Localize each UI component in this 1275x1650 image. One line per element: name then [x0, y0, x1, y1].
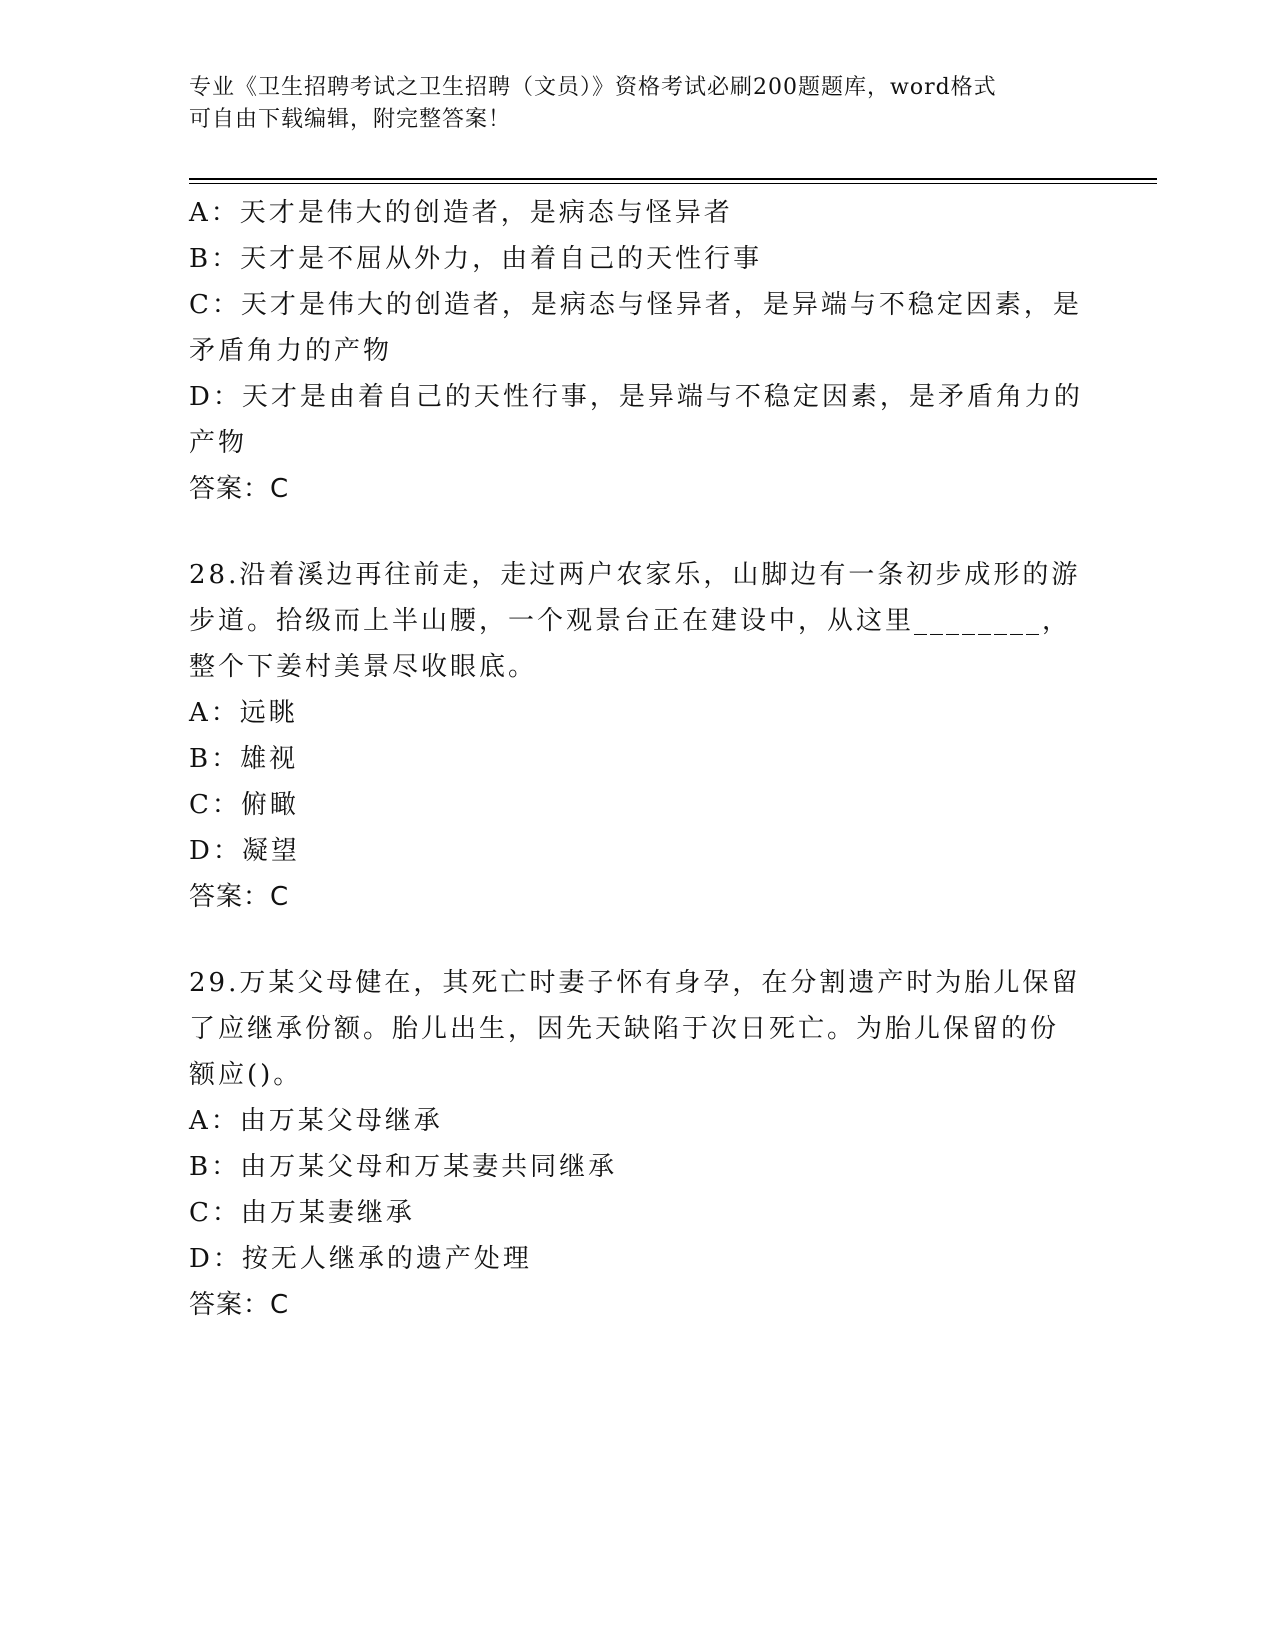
- header-divider-thick: [189, 178, 1157, 180]
- question-stem-line-2: 了应继承份额。胎儿出生，因先天缺陷于次日死亡。为胎儿保留的份: [189, 1014, 1060, 1044]
- option-a: A：天才是伟大的创造者，是病态与怪异者: [189, 198, 733, 228]
- option-a: A：由万某父母继承: [189, 1106, 443, 1136]
- question-27-block: [189, 190, 1089, 512]
- question-stem-line-2: 步道。拾级而上半山腰，一个观景台正在建设中，从这里________，: [189, 606, 1072, 636]
- option-d: D：凝望: [189, 836, 300, 866]
- option-c-line-1: C：天才是伟大的创造者，是病态与怪异者，是异端与不稳定因素，是: [189, 290, 1082, 320]
- question-28-block: [189, 552, 1089, 920]
- option-d-line-1: D：天才是由着自己的天性行事，是异端与不稳定因素，是矛盾角力的: [189, 382, 1083, 412]
- header-title-line-1: 专业《卫生招聘考试之卫生招聘（文员）》资格考试必刷200题题库，word格式: [189, 75, 997, 100]
- option-a: A：远眺: [189, 698, 298, 728]
- option-c-line-2: 矛盾角力的产物: [189, 336, 393, 366]
- answer-line: 答案：C: [189, 1290, 290, 1320]
- header-title-line-2: 可自由下载编辑，附完整答案！: [189, 107, 512, 132]
- question-stem-line-3: 整个下姜村美景尽收眼底。: [189, 652, 538, 682]
- question-stem-line-3: 额应()。: [189, 1060, 303, 1090]
- option-b: B：天才是不屈从外力，由着自己的天性行事: [189, 244, 763, 274]
- option-c: C：由万某妻继承: [189, 1198, 415, 1228]
- question-spacer: [189, 920, 1089, 960]
- header-divider-thin: [189, 183, 1157, 184]
- option-b: B：由万某父母和万某妻共同继承: [189, 1152, 618, 1182]
- question-spacer: [189, 512, 1089, 552]
- question-content: [189, 190, 1089, 1328]
- answer-line: 答案：C: [189, 882, 290, 912]
- option-b: B：雄视: [189, 744, 299, 774]
- question-stem-line-1: 29.万某父母健在，其死亡时妻子怀有身孕，在分割遗产时为胎儿保留: [189, 968, 1081, 998]
- option-d: D：按无人继承的遗产处理: [189, 1244, 532, 1274]
- answer-line: 答案：C: [189, 474, 290, 504]
- question-stem-line-1: 28.沿着溪边再往前走，走过两户农家乐，山脚边有一条初步成形的游: [189, 560, 1081, 590]
- option-d-line-2: 产物: [189, 428, 248, 458]
- option-c: C：俯瞰: [189, 790, 299, 820]
- question-29-block: [189, 960, 1089, 1328]
- document-header: [189, 72, 1089, 136]
